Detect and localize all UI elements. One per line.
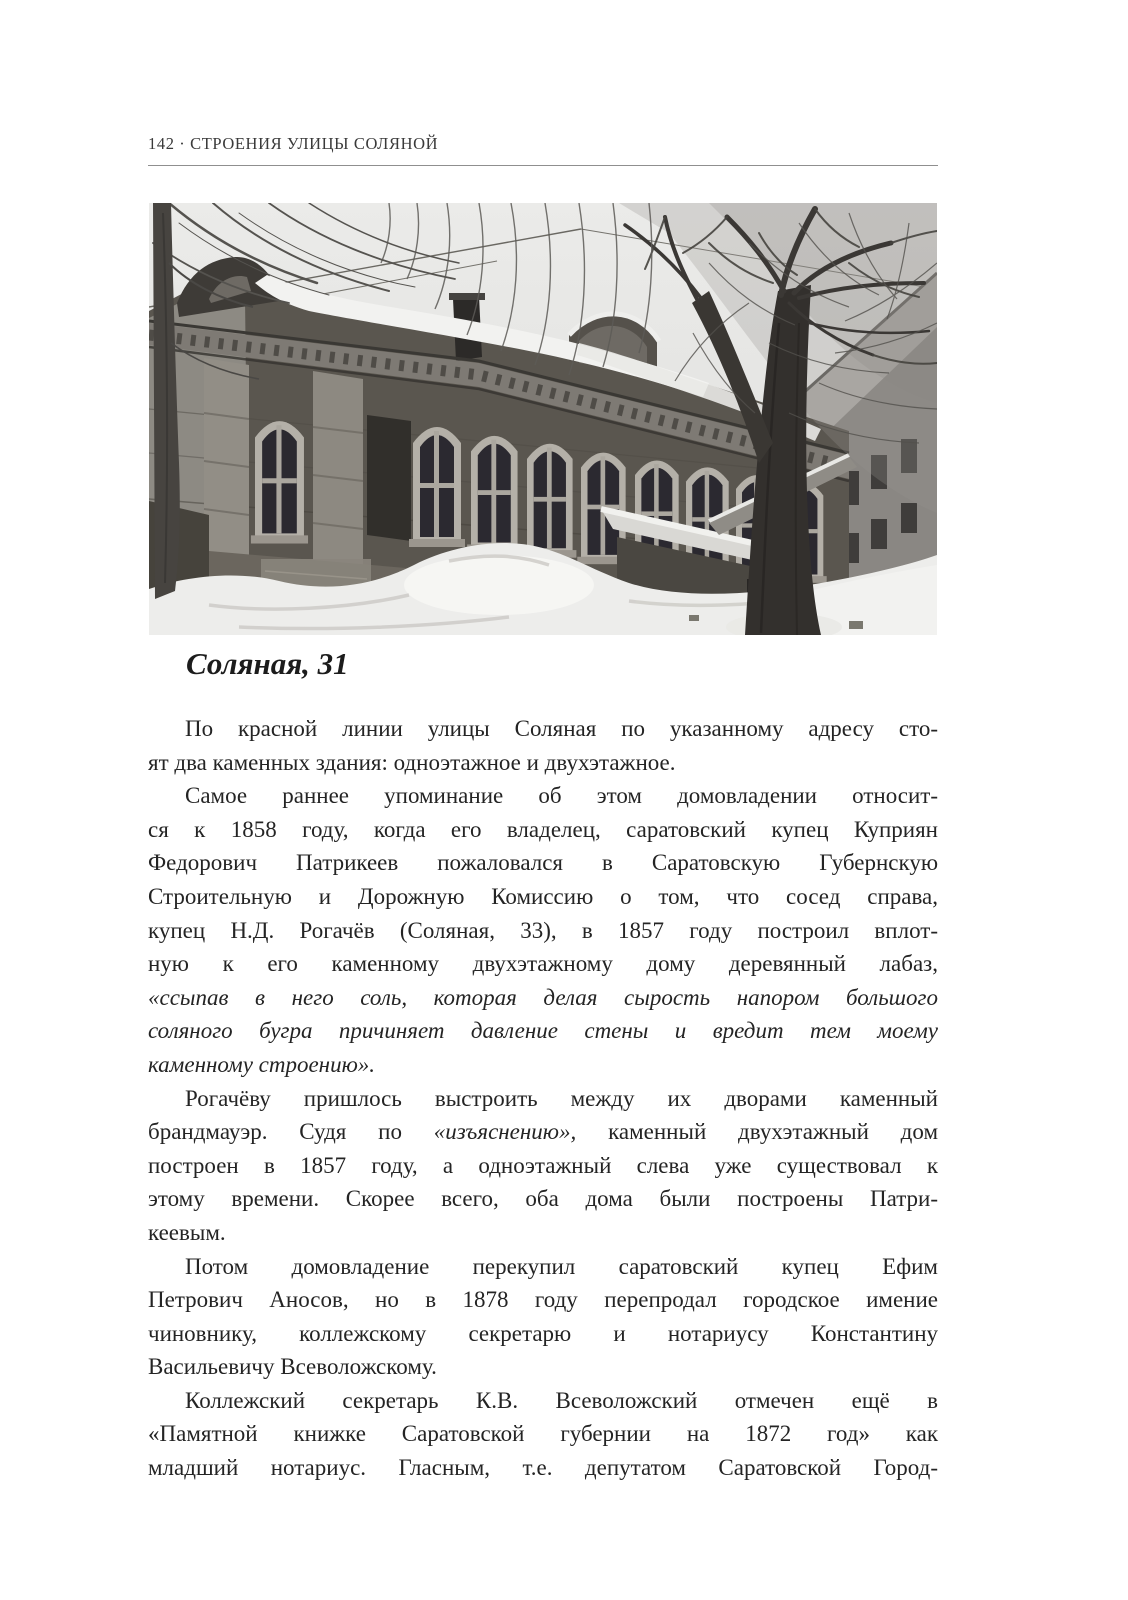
text-line [148,846,938,880]
text-line [148,1149,938,1183]
paragraph [148,779,938,1081]
text-segment: брандмауэр. Судя по [148,1119,434,1145]
text-line [148,1182,938,1216]
text-segment: Петрович Аносов, но в 1878 году перепродал городское имение [148,1287,938,1313]
paragraph [148,1384,938,1485]
text-segment: Потом домовладение перекупил саратовский купец Ефим [185,1253,938,1279]
building-photo-illustration [149,203,937,635]
text-segment: Коллежский секретарь К.В. Всеволожский отмечен ещё в [185,1387,938,1413]
text-line [148,1014,938,1048]
text-segment: Васильевичу Всеволожскому. [148,1354,437,1380]
paragraph [148,1250,938,1384]
text-segment: «Памятной книжке Саратовской губернии на 1872 год» как [148,1421,938,1447]
text-line [148,947,938,981]
text-segment: чиновнику, коллежскому секретарю и нотариусу Константину [148,1320,938,1346]
text-line [148,1216,938,1250]
text-line [148,914,938,948]
text-line [148,1384,938,1418]
running-head: 142 · СТРОЕНИЯ УЛИЦЫ СОЛЯНОЙ [148,134,439,153]
text-line [148,1115,938,1149]
text-line [148,1451,938,1485]
text-segment: ную к его каменному двухэтажному дому деревянный лабаз, [148,951,938,977]
quoted-text: «ссыпав в него соль, которая делая сырость напором большого [148,984,938,1010]
text-segment: младший нотариус. Гласным, т.е. депутатом Саратовской Город- [148,1455,938,1481]
text-line [148,1317,938,1351]
header-rule [148,165,938,166]
text-segment: купец Н.Д. Рогачёв (Соляная, 33), в 1857 году построил вплот- [148,917,938,943]
text-line [148,1048,938,1082]
quoted-text: каменному строению». [148,1051,376,1077]
text-segment: ся к 1858 году, когда его владелец, саратовский купец Куприян [148,816,938,842]
text-line [148,813,938,847]
text-line [148,1250,938,1284]
text-line [148,1283,938,1317]
text-line [148,1417,938,1451]
text-line [148,746,938,780]
text-segment: этому времени. Скорее всего, оба дома были построены Патри- [148,1186,938,1212]
paragraph [148,1082,938,1250]
text-segment: Федорович Патрикеев пожаловался в Саратовскую Губернскую [148,850,938,876]
text-segment: По красной линии улицы Соляная по указанному адресу сто- [185,716,938,741]
text-line [148,981,938,1015]
building-photo [149,203,937,635]
text-segment: ят два каменных здания: одноэтажное и двухэтажное. [148,749,676,775]
text-segment: кеевым. [148,1219,226,1245]
text-segment: каменный двухэтажный дом [576,1119,938,1145]
text-segment: Строительную и Дорожную Комиссию о том, что сосед справа, [148,883,938,909]
text-line [148,1350,938,1384]
text-segment: Рогачёву пришлось выстроить между их дворами каменный [185,1085,938,1111]
body-text [148,712,938,1485]
quoted-text: соляного бугра причиняет давление стены и вредит тем моему [148,1018,938,1044]
text-line [148,779,938,813]
text-line [148,712,938,746]
quoted-text: «изъяснению», [433,1119,577,1145]
paragraph [148,712,938,779]
text-line [148,1082,938,1116]
text-line [148,880,938,914]
text-segment: Самое раннее упоминание об этом домовладении относит- [185,783,938,809]
text-segment: построен в 1857 году, а одноэтажный слева уже существовал к [148,1152,938,1178]
section-title: Соляная, 31 [186,646,349,681]
